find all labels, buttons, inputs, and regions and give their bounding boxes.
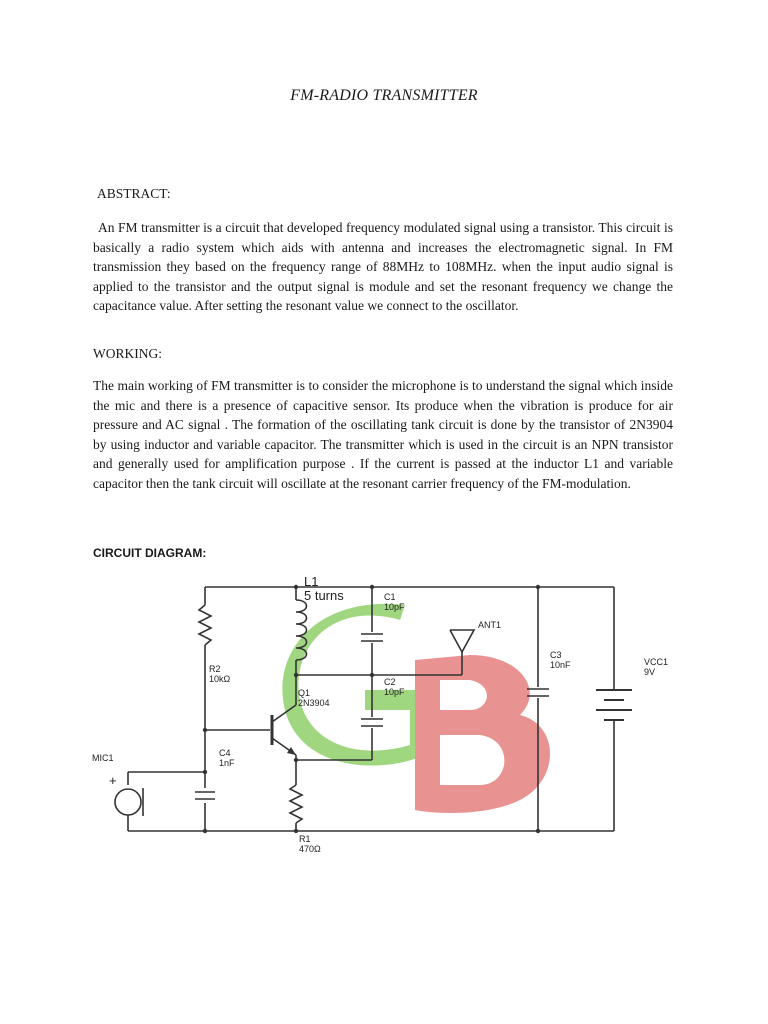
c2-value-label: 10pF [384, 687, 405, 697]
q1-value-label: 2N3904 [298, 698, 330, 708]
document-title: FM-RADIO TRANSMITTER [290, 87, 478, 104]
c1-name-label: C1 [384, 592, 396, 602]
junction-dot [294, 758, 298, 762]
watermark-logo [282, 604, 550, 813]
watermark-b-shape [415, 655, 550, 813]
c4-value-label: 1nF [219, 758, 235, 768]
l1-name-label: L1 [304, 574, 319, 589]
working-heading: WORKING: [93, 346, 162, 361]
abstract-paragraph: An FM transmitter is a circuit that developed frequency modulated signal using a transistor. This circuit is basically a radio system which aids with antenna and increases the electromagnetic signal. In FM transmission they based on the frequency range of 88MHz to 108MHz. when the input audio signal is applied to the transistor and the output signal is module and set the resonant frequency we change the capacitance value. After setting the resonant value we connect to the oscillator. [93, 220, 673, 313]
r2-resistor [199, 605, 211, 645]
r2-name-label: R2 [209, 664, 221, 674]
l1-value-label: 5 turns [304, 588, 344, 603]
r1-name-label: R1 [299, 834, 311, 844]
junction-dot [536, 585, 540, 589]
c1-value-label: 10pF [384, 602, 405, 612]
c4-name-label: C4 [219, 748, 231, 758]
junction-dot [370, 673, 374, 677]
junction-dot [203, 770, 207, 774]
c3-value-label: 10nF [550, 660, 571, 670]
c3-name-label: C3 [550, 650, 562, 660]
vcc-value-label: 9V [644, 667, 656, 677]
q1-emitter-arrow [287, 747, 296, 755]
circuit-diagram [0, 560, 768, 860]
r2-value-label: 10kΩ [209, 674, 231, 684]
r1-resistor [290, 785, 302, 823]
mic-label: MIC1 [92, 753, 114, 763]
q1-name-label: Q1 [298, 688, 311, 698]
mic-plus-sign: + [109, 773, 117, 788]
junction-dot [294, 673, 298, 677]
junction-dot [294, 585, 298, 589]
mic-symbol [115, 789, 141, 815]
antenna-symbol [450, 630, 474, 652]
abstract-heading: ABSTRACT: [97, 186, 171, 201]
vcc-name-label: VCC1 [644, 657, 669, 667]
junction-dot [294, 829, 298, 833]
junction-dot [370, 585, 374, 589]
watermark-g-shape [282, 604, 425, 766]
junction-dot [203, 829, 207, 833]
junction-dot [536, 829, 540, 833]
c2-name-label: C2 [384, 677, 396, 687]
ant-label: ANT1 [478, 620, 502, 630]
r1-value-label: 470Ω [299, 844, 321, 854]
junction-dot [203, 728, 207, 732]
circuit-diagram-heading: CIRCUIT DIAGRAM: [93, 546, 207, 560]
working-paragraph: The main working of FM transmitter is to consider the microphone is to understand the signal which inside the mic and there is a presence of capacitive sensor. Its produce when the vibration is produce for air pressure and AC signal . The formation of the oscillating tank circuit is done by the transistor of 2N3904 by using inductor and variable capacitor. The transmitter which is used in the circuit is an NPN transistor and generally used for amplification purpose . If the current is passed at the inductor L1 and variable capacitor then the tank circuit will oscillate at the resonant carrier frequency of the FM-modulation. [93, 378, 673, 491]
